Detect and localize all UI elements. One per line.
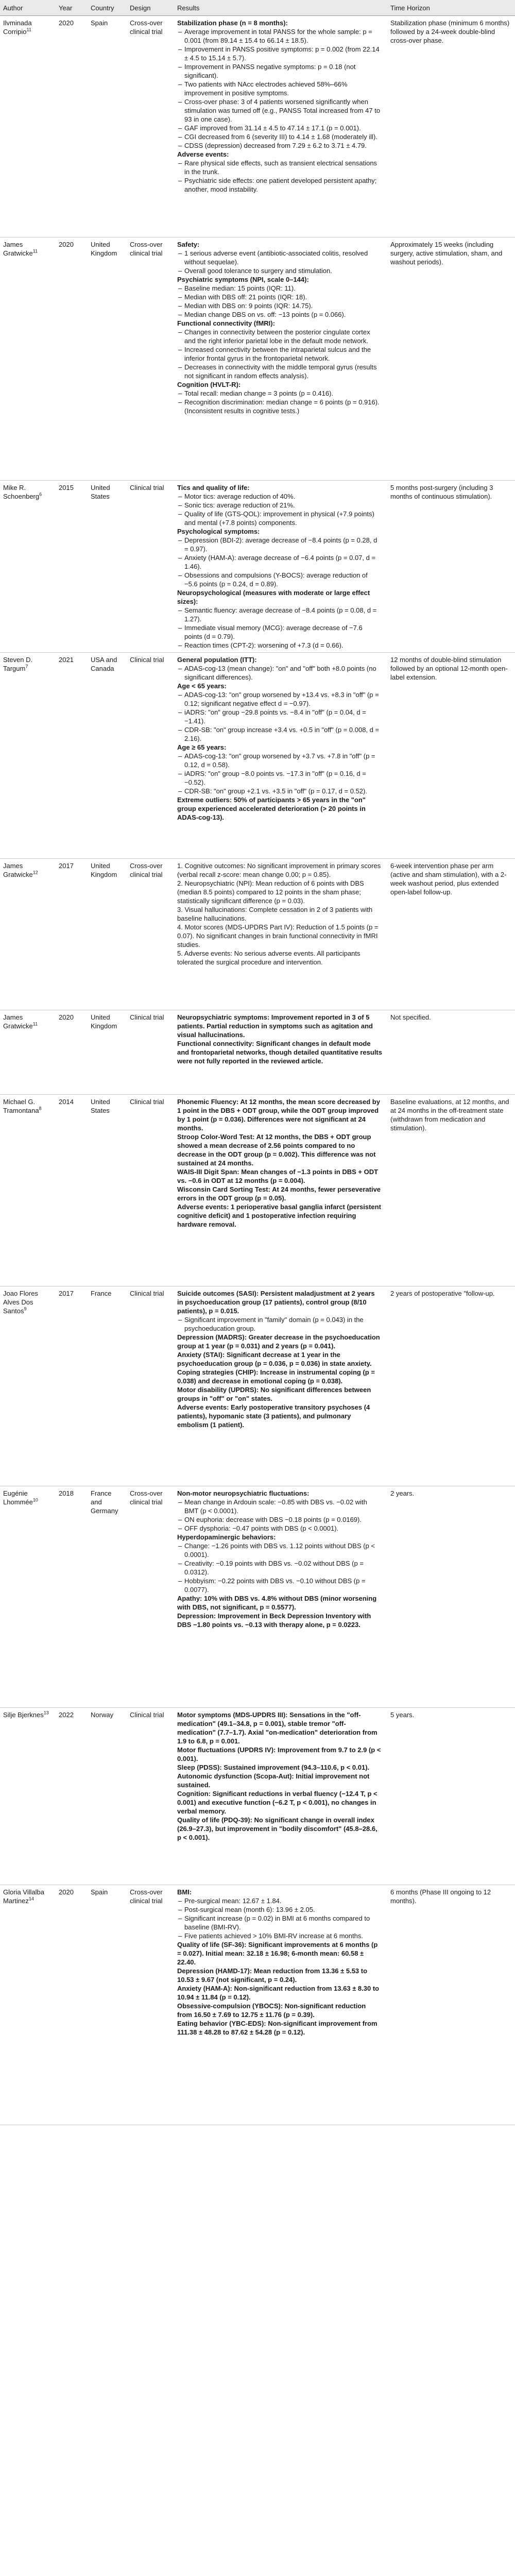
table-row — [0, 653, 515, 859]
result-item: – CGI decreased from 6 (severity III) to 4.14 ± 1.68 (moderately ill). — [177, 132, 382, 141]
time-horizon-cell: Not specified. — [387, 1010, 515, 1095]
result-item: – Rare physical side effects, such as transient electrical sensations in the trunk. — [177, 159, 382, 176]
table-body — [0, 16, 515, 2125]
result-item: – ON euphoria: decrease with DBS −0.18 points (p = 0.0169). — [177, 1515, 382, 1524]
result-heading: Coping strategies (CHIP): Increase in instrumental coping (p = 0.038) and decrease in emotional coping (p = 0.038). — [177, 1368, 375, 1385]
result-item: – Total recall: median change = 3 points (p = 0.416). — [177, 389, 382, 398]
design-cell: Cross-over clinical trial — [127, 1885, 174, 2125]
result-item: – Significant increase (p = 0.02) in BMI at 6 months compared to baseline (BMI-RV). — [177, 1914, 382, 1931]
design-cell: Clinical trial — [127, 653, 174, 859]
country-cell: United Kingdom — [88, 859, 127, 1010]
author-name: Mike R. Schoenberg — [3, 484, 40, 500]
result-heading: Age ≥ 65 years: — [177, 743, 227, 751]
country-cell: USA and Canada — [88, 653, 127, 859]
design-cell: Cross-over clinical trial — [127, 16, 174, 238]
result-item: – Sonic tics: average reduction of 21%. — [177, 501, 382, 510]
result-item: – Psychiatric side effects: one patient developed persistent apathy; another, mood instability. — [177, 176, 382, 194]
results-cell — [174, 238, 387, 481]
author-name: Michael G. Tramontana — [3, 1098, 39, 1114]
result-item: – Hobbyism: −0.22 points with DBS vs. −0.10 without DBS (p = 0.0077). — [177, 1577, 382, 1594]
reference-number: 6 — [39, 492, 42, 497]
author-name: Gloria Villalba Martinez — [3, 1888, 44, 1905]
result-heading: Quality of life (SF-36): Significant improvements at 6 months (p = 0.027). Initial mean: 32.18 ± 16.98; 6-month mean: 60.58 ± 22.40. — [177, 1941, 378, 1966]
table-row — [0, 16, 515, 238]
year-cell: 2021 — [56, 653, 88, 859]
result-heading: Anxiety (STAI): Significant decrease at 1 year in the psychoeducation group (p = 0.036, p = 0.036) in state anxiety. — [177, 1351, 372, 1367]
table-row — [0, 1010, 515, 1095]
result-item: – Baseline median: 15 points (IQR: 11). — [177, 284, 382, 293]
reference-number: 11 — [32, 248, 38, 254]
time-horizon-cell: 2 years. — [387, 1486, 515, 1708]
result-heading: Neuropsychological (measures with moderate or large effect sizes): — [177, 589, 370, 605]
author-name: Silje Bjerknes — [3, 1711, 44, 1719]
table-row — [0, 1708, 515, 1885]
result-heading: Cognition: Significant reductions in verbal fluency (−12.4 T, p < 0.001) and executive function (−6.2 T, p < 0.001), no changes in verbal memory. — [177, 1790, 377, 1815]
year-cell: 2020 — [56, 16, 88, 238]
result-heading: Depression (MADRS): Greater decrease in the psychoeducation group at 1 year (p = 0.031) and 2 years (p = 0.041). — [177, 1333, 380, 1350]
result-heading: Apathy: 10% with DBS vs. 4.8% without DBS (minor worsening with DBS, not significant, p = 0.5577). — [177, 1595, 377, 1611]
result-item: – Immediate visual memory (MCG): average decrease of −7.6 points (d = 0.79). — [177, 623, 382, 641]
year-cell: 2020 — [56, 238, 88, 481]
result-item: – Post-surgical mean (month 6): 13.96 ± 2.05. — [177, 1905, 382, 1914]
design-cell: Clinical trial — [127, 1095, 174, 1286]
table-row — [0, 238, 515, 481]
result-item: 3. Visual hallucinations: Complete cessation in 2 of 3 patients with baseline hallucinations. — [177, 906, 373, 922]
header-year: Year — [56, 0, 88, 16]
result-item: – Significant improvement in "family" domain (p = 0.043) in the psychoeducation group. — [177, 1315, 382, 1333]
results-cell — [174, 1486, 387, 1708]
result-heading: Anxiety (HAM-A): Non-significant reduction from 13.63 ± 8.30 to 10.94 ± 11.84 (p = 0.12). — [177, 1985, 380, 2001]
results-cell — [174, 481, 387, 653]
year-cell: 2020 — [56, 1885, 88, 2125]
result-heading: Eating behavior (YBC-EDS): Non-significant improvement from 111.38 ± 48.28 to 87.62 ± 54.28 (p = 0.12). — [177, 2020, 377, 2036]
time-horizon-cell: 5 years. — [387, 1708, 515, 1885]
header-country: Country — [88, 0, 127, 16]
result-item: – Five patients achieved > 10% BMI-RV increase at 6 months. — [177, 1931, 382, 1940]
result-item: – Median change DBS on vs. off: −13 points (p = 0.066). — [177, 310, 382, 319]
result-heading: WAIS-III Digit Span: Mean changes of −1.3 points in DBS + ODT vs. −0.6 in ODT at 12 months (p = 0.004). — [177, 1168, 379, 1184]
time-horizon-cell: Stabilization phase (minimum 6 months) followed by a 24-week double-blind cross-over phase. — [387, 16, 515, 238]
header-row — [0, 0, 515, 16]
result-item: – Pre-surgical mean: 12.67 ± 1.84. — [177, 1896, 382, 1905]
result-item: – Improvement in PANSS negative symptoms: p = 0.18 (not significant). — [177, 62, 382, 80]
result-heading: Quality of life (PDQ-39): No significant change in overall index (26.9–27.3), but improvement in "bodily discomfort" (45.8–28.6, p < 0.001). — [177, 1816, 377, 1841]
result-item: – Motor tics: average reduction of 40%. — [177, 492, 382, 501]
table-row — [0, 1286, 515, 1486]
results-cell — [174, 1286, 387, 1486]
design-cell: Cross-over clinical trial — [127, 238, 174, 481]
country-cell: United States — [88, 1095, 127, 1286]
result-item: – Changes in connectivity between the posterior cingulate cortex and the right inferior parietal lobe in the default mode network. — [177, 328, 382, 345]
result-heading: Age < 65 years: — [177, 682, 227, 690]
result-item: – OFF dysphoria: −0.47 points with DBS (p < 0.0001). — [177, 1524, 382, 1533]
result-item: – Anxiety (HAM-A): average decrease of −6.4 points (p = 0.07, d = 1.46). — [177, 553, 382, 571]
table-row — [0, 481, 515, 653]
reference-number: 8 — [39, 1106, 42, 1111]
result-item: – Obsessions and compulsions (Y-BOCS): average reduction of −5.6 points (p = 0.24, d = 0.89). — [177, 571, 382, 588]
result-heading: Extreme outliers: 50% of participants > 65 years in the "on" group experienced accelerated deterioration (> 20 points in ADAS-cog-13). — [177, 796, 366, 821]
country-cell: United Kingdom — [88, 238, 127, 481]
result-heading: Suicide outcomes (SASI): Persistent maladjustment at 2 years in psychoeducation group (17 patients), control group (8/10 patients), p = 0.015. — [177, 1290, 375, 1315]
year-cell: 2017 — [56, 1286, 88, 1486]
reference-number: 7 — [25, 664, 28, 669]
reference-number: 11 — [26, 27, 31, 32]
table-row — [0, 859, 515, 1010]
header-time-horizon: Time Horizon — [387, 0, 515, 16]
design-cell: Cross-over clinical trial — [127, 1486, 174, 1708]
results-cell — [174, 1708, 387, 1885]
result-item: – ADAS-cog-13: "on" group worsened by +13.4 vs. +8.3 in "off" (p = 0.12; significant negative effect d = −0.97). — [177, 690, 382, 708]
author-name: Eugénie Lhommée — [3, 1489, 33, 1506]
result-item: – Median with DBS off: 21 points (IQR: 18). — [177, 293, 382, 301]
reference-number: 14 — [28, 1896, 34, 1902]
result-item: – Increased connectivity between the intraparietal sulcus and the inferior frontal gyrus in the frontoparietal network. — [177, 345, 382, 363]
result-item: – ADAS-cog-13: "on" group worsened by +3.7 vs. +7.8 in "off" (p = 0.12, d = 0.58). — [177, 752, 382, 769]
result-item: – Quality of life (GTS-QOL): improvement in physical (+7.9 points) and mental (+7.8 points) components. — [177, 510, 382, 527]
result-heading: Psychiatric symptoms (NPI, scale 0–144): — [177, 276, 309, 283]
result-item: – Mean change in Ardouin scale: −0.85 with DBS vs. −0.02 with BMT (p < 0.0001). — [177, 1498, 382, 1515]
author-cell — [0, 16, 56, 238]
result-item: – iADRS: "on" group −8.0 points vs. −17.3 in "off" (p = 0.16, d = −0.52). — [177, 769, 382, 787]
time-horizon-cell: 12 months of double-blind stimulation followed by an optional 12-month open-label extension. — [387, 653, 515, 859]
country-cell: Spain — [88, 1885, 127, 2125]
design-cell: Clinical trial — [127, 1708, 174, 1885]
result-heading: Motor disability (UPDRS): No significant differences between groups in "off" or "on" states. — [177, 1386, 371, 1402]
time-horizon-cell: 6-week intervention phase per arm (active and sham stimulation), with a 2-week washout period, plus extended open-label follow-up. — [387, 859, 515, 1010]
result-item: 2. Neuropsychiatric (NPI): Mean reduction of 6 points with DBS (median 8.5 points) compared to 12 points in the sham phase; statistically significant difference (p = 0.03). — [177, 879, 364, 905]
author-name: James Gratwicke — [3, 1013, 33, 1030]
result-item: – iADRS: "on" group −29.8 points vs. −8.4 in "off" (p = 0.04, d = −1.41). — [177, 708, 382, 725]
result-item: – Recognition discrimination: median change = 6 points (p = 0.916). (Inconsistent results in cognitive tests.) — [177, 398, 382, 415]
country-cell: France and Germany — [88, 1486, 127, 1708]
result-heading: Stroop Color-Word Test: At 12 months, the DBS + ODT group showed a mean decrease of 2.56 points compared to no decrease in the ODT group (p = 0.002). This difference was not sustained at 24 months. — [177, 1133, 376, 1167]
result-heading: Adverse events: Early postoperative transitory psychoses (4 patients), hypomanic state (3 patients), and pulmonary embolism (1 patient). — [177, 1403, 370, 1429]
result-item: – Reaction times (CPT-2): worsening of +7.3 (d = 0.66). — [177, 641, 382, 650]
time-horizon-cell: 6 months (Phase III ongoing to 12 months). — [387, 1885, 515, 2125]
result-item: – Semantic fluency: average decrease of −8.4 points (p = 0.08, d = 1.27). — [177, 606, 382, 623]
table-row — [0, 1486, 515, 1708]
results-cell — [174, 1010, 387, 1095]
author-name: James Gratwicke — [3, 241, 33, 257]
result-heading: Non-motor neuropsychiatric fluctuations: — [177, 1489, 310, 1497]
year-cell: 2022 — [56, 1708, 88, 1885]
year-cell: 2017 — [56, 859, 88, 1010]
author-cell — [0, 1095, 56, 1286]
result-item: – 1 serious adverse event (antibiotic-associated colitis, resolved without sequelae). — [177, 249, 382, 266]
result-item: – Cross-over phase: 3 of 4 patients worsened significantly when stimulation was turned off (e.g., PANSS Total increased from 47 to 93 in one case). — [177, 97, 382, 124]
result-item: – Change: −1.26 points with DBS vs. 1.12 points without DBS (p < 0.0001). — [177, 1541, 382, 1559]
time-horizon-cell: Baseline evaluations, at 12 months, and at 24 months in the off-treatment state (withdrawn from medication and stimulation). — [387, 1095, 515, 1286]
result-item: 5. Adverse events: No serious adverse events. All participants tolerated the surgical procedure and intervention. — [177, 950, 360, 966]
author-name: Ilvminada Corripio — [3, 19, 32, 36]
results-cell — [174, 653, 387, 859]
result-item: – CDSS (depression) decreased from 7.29 ± 6.2 to 3.71 ± 4.79. — [177, 141, 382, 150]
result-heading: Depression (HAMD-17): Mean reduction from 13.36 ± 5.53 to 10.53 ± 9.67 (not significant, p = 0.24). — [177, 1967, 368, 1984]
results-cell — [174, 1095, 387, 1286]
country-cell: France — [88, 1286, 127, 1486]
result-item: – CDR-SB: "on" group +2.1 vs. +3.5 in "off" (p = 0.17, d = 0.52). — [177, 787, 382, 795]
reference-number: 11 — [32, 1021, 38, 1027]
result-item: – Two patients with NAcc electrodes achieved 58%–66% improvement in positive symptoms. — [177, 80, 382, 97]
author-name: Joao Flores Alves Dos Santos — [3, 1290, 38, 1315]
author-cell — [0, 859, 56, 1010]
result-heading: Wisconsin Card Sorting Test: At 24 months, fewer perseverative errors in the ODT group (p = 0.05). — [177, 1185, 381, 1202]
reference-number: 9 — [24, 1306, 27, 1312]
result-item: – Decreases in connectivity with the middle temporal gyrus (results not significant in random effects analysis). — [177, 363, 382, 380]
header-results: Results — [174, 0, 387, 16]
result-heading: Cognition (HVLT-R): — [177, 381, 241, 388]
design-cell: Clinical trial — [127, 481, 174, 653]
result-heading: Tics and quality of life: — [177, 484, 250, 492]
author-name: James Gratwicke — [3, 862, 33, 878]
time-horizon-cell: 5 months post-surgery (including 3 months of continuous stimulation). — [387, 481, 515, 653]
design-cell: Clinical trial — [127, 1286, 174, 1486]
result-heading: Safety: — [177, 241, 200, 248]
results-cell — [174, 1885, 387, 2125]
time-horizon-cell: Approximately 15 weeks (including surgery, active stimulation, sham, and washout periods). — [387, 238, 515, 481]
results-cell — [174, 16, 387, 238]
result-heading: Functional connectivity: Significant changes in default mode and frontoparietal networks, though detailed quantitative results were not fully reported in the reviewed article. — [177, 1040, 382, 1065]
result-heading: Adverse events: — [177, 150, 229, 158]
header-author: Author — [0, 0, 56, 16]
year-cell: 2015 — [56, 481, 88, 653]
result-heading: Depression: Improvement in Beck Depression Inventory with DBS −1.80 points vs. −0.13 with therapy alone, p = 0.0223. — [177, 1612, 371, 1629]
author-cell — [0, 481, 56, 653]
author-cell — [0, 653, 56, 859]
table-row — [0, 1885, 515, 2125]
time-horizon-cell: 2 years of postoperative "follow-up. — [387, 1286, 515, 1486]
author-cell — [0, 1708, 56, 1885]
reference-number: 13 — [43, 1710, 49, 1716]
author-cell — [0, 1486, 56, 1708]
result-item: – GAF improved from 31.14 ± 4.5 to 47.14 ± 17.1 (p = 0.001). — [177, 124, 382, 132]
author-name: Steven D. Targum — [3, 656, 33, 672]
year-cell: 2020 — [56, 1010, 88, 1095]
result-heading: Autonomic dysfunction (Scopa-Aut): Initial improvement not sustained. — [177, 1772, 370, 1789]
reference-number: 12 — [32, 870, 38, 875]
result-heading: Neuropsychiatric symptoms: Improvement reported in 3 of 5 patients. Partial reduction in symptoms such as agitation and visual hallucinations. — [177, 1013, 373, 1039]
result-item: – CDR-SB: "on" group increase +3.4 vs. +0.5 in "off" (p = 0.008, d = 2.16). — [177, 725, 382, 743]
result-heading: Motor symptoms (MDS-UPDRS III): Sensations in the "off-medication" (49.1–34.8, p = 0.001), stable tremor "off-medication" (7.7–1.7). Axial "on-medication" deterioration from 1.9 to 6.8, p = 0.001. — [177, 1711, 377, 1745]
result-heading: General population (ITT): — [177, 656, 257, 664]
result-heading: Stabilization phase (n = 8 months): — [177, 19, 288, 27]
author-cell — [0, 1286, 56, 1486]
result-item: – Average improvement in total PANSS for the whole sample: p = 0.001 (from 89.14 ± 15.4 to 66.14 ± 18.5). — [177, 27, 382, 45]
result-heading: Motor fluctuations (UPDRS IV): Improvement from 9.7 to 2.9 (p < 0.001). — [177, 1746, 381, 1762]
result-heading: Psychological symptoms: — [177, 528, 260, 535]
result-heading: Phonemic Fluency: At 12 months, the mean score decreased by 1 point in the DBS + ODT group, while the ODT group improved by 1 point (p = 0.036). Differences were not significant at 24 months. — [177, 1098, 380, 1132]
year-cell: 2018 — [56, 1486, 88, 1708]
year-cell: 2014 — [56, 1095, 88, 1286]
country-cell: United Kingdom — [88, 1010, 127, 1095]
author-cell — [0, 1885, 56, 2125]
result-item: – Overall good tolerance to surgery and stimulation. — [177, 266, 382, 275]
result-item: 4. Motor scores (MDS-UPDRS Part IV): Reduction of 1.5 points (p = 0.07). No significant changes in brain functional connectivity in fMRI studies. — [177, 923, 379, 948]
result-item: – ADAS-cog-13 (mean change): "on" and "off" both +8.0 points (no significant differences). — [177, 664, 382, 682]
result-item: – Median with DBS on: 9 points (IQR: 14.75). — [177, 301, 382, 310]
author-cell — [0, 1010, 56, 1095]
country-cell: Spain — [88, 16, 127, 238]
results-cell — [174, 859, 387, 1010]
country-cell: United States — [88, 481, 127, 653]
result-item: 1. Cognitive outcomes: No significant improvement in primary scores (verbal recall z-score: mean change 0.00; p = 0.85). — [177, 862, 381, 878]
design-cell: Clinical trial — [127, 1010, 174, 1095]
table-row — [0, 1095, 515, 1286]
author-cell — [0, 238, 56, 481]
result-heading: Adverse events: 1 perioperative basal ganglia infarct (persistent cognitive deficit) and 1 postoperative infection requiring hardware removal. — [177, 1203, 381, 1228]
result-heading: Functional connectivity (fMRI): — [177, 319, 275, 327]
result-heading: Hyperdopaminergic behaviors: — [177, 1533, 276, 1541]
result-heading: BMI: — [177, 1888, 192, 1896]
result-item: – Improvement in PANSS positive symptoms: p = 0.002 (from 22.14 ± 4.5 to 15.14 ± 5.7). — [177, 45, 382, 62]
country-cell: Norway — [88, 1708, 127, 1885]
result-item: – Creativity: −0.19 points with DBS vs. −0.02 without DBS (p = 0.0312). — [177, 1559, 382, 1577]
result-heading: Sleep (PDSS): Sustained improvement (94.3–110.6, p < 0.01). — [177, 1764, 370, 1771]
result-item: – Depression (BDI-2): average decrease of −8.4 points (p = 0.28, d = 0.97). — [177, 536, 382, 553]
design-cell: Cross-over clinical trial — [127, 859, 174, 1010]
reference-number: 10 — [32, 1497, 38, 1503]
result-heading: Obsessive-compulsion (YBOCS): Non-significant reduction from 16.50 ± 7.69 to 12.75 ± 11.76 (p = 0.39). — [177, 2002, 366, 2019]
header-design: Design — [127, 0, 174, 16]
